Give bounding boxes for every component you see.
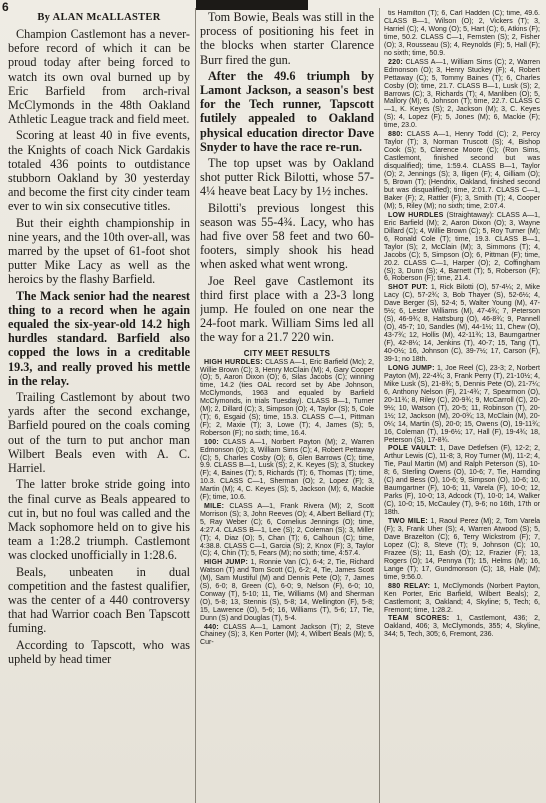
event-results: 1, Rick Bilotti (O), 57-4¼; 2, Mike Lacy (C), 57-2¾; 3, Bob Thayer (S), 52-6½; 4, Dave Berger (S), 52-4; 5, Walter Young (M), 47-5½; 6, Lester Williams (M), 47-4¾; 7, Peterson (S), 46-9¾; 8, Hattsburg (O), 46-8¾; 9, Pannell (O), 45-7; 10, Sandles (M), 44-1½; 11, Chew (O), 43-7¾; 12, Hollis (M), 42-11¾; 13, Baumgartner (F), 42-8¼; 14, Jenkins (T), 40-7; 15, Tang (T), 40-0½; 16, Johnson (C), 39-7½; 17, Carson (F), 39-1; no 18th. [384,284,540,363]
event-results: (Straightaway): CLASS A—1, Eric Barfield (M); 2, Aaron Dixon (O); 3, Wayne Dillard (C); 4, Willie Brown (C); 5, Roy Turner (M); 6, Ronald Cole (T); time, 19.3. CLASS B—1, Taylor (S); 2, McClain (M); 3, Simmons (T); 4, Jacobs (C); 5, Simpson (O); 6, Pittman (F); time, 20.2. CLASS C—1, Harper (O); 2, Coffingham (S); 3, Dunn (S); 4, Barnett (T); 5, Roberson (F); 6, Roberson (F); time, 21.4. [384,211,540,283]
results-title: CITY MEET RESULTS [243,348,331,358]
article-paragraph: After the 49.6 triumph by Lamont Jackson, a season's best for the Tech runner, Tapscott futilely appealed to Oakland physical education director Dave Snyder to have the race re-run. [200,68,374,154]
result-entry [384,10,540,58]
article-paragraph: Scoring at least 40 in five events, the Knights of coach Nick Gardakis totaled 436 points to outdistance stubborn Oakland by 30 yesterday and become the first city cinder team ever to win six consecutive titles. [8,128,190,214]
result-entry [200,439,374,502]
result-entry [200,359,374,438]
result-entry [200,559,374,622]
event-results: 1, Dave Detlefsen (F), 12-2; 2, Arthur Lewis (C), 11-8; 3, Roy Turner (M), 11-2; 4, Tie, Paul Martin (M) and Ralph Peterson (S), 10-8; 6, Sterling Owens (O), 10-6; 7, Tie, Harnding (C) and Bess (O), 10-6; 9, Simpson (O), 10-6; 10, Baumgartner (F), 10-6; 11, Varela (F), 10-0; 12, Parks (F), 10-0; 13, Adcock (T), 10-0; 14, Walker (C), 10-0; 15, McCauley (T), 9-6; no 16th, 17th or 18th. [384,445,540,517]
event-results: 1, Joe Reel (C), 23-3; 2, Norbert Payton (M), 22-4¾; 3, Frank Perry (T), 21-10½; 4, Mike Lusk (S), 21-8¾; 5, Dennis Pete (O), 21-7¼; 6, Anthony Nelson (F), 21-4¾; 7, Spearmon (O), 20-11¾; 8, Riley (C), 20-9¾; 9, McCarroll (C), 20-9½; 10, Watson (T), 20-5; 11, Robinson (T), 20-1½; 12, Jackson (M), 20-0¾; 13, McClain (M), 20-0¼; 14, Martin (S), 20-0; 15, Owens (O), 19-11¾; 16, Coleman (T), 19-6½; 17, Hall (F), 19-4¾; 18, Peterson (S), 17-8¾. [384,364,540,444]
result-entry [384,615,540,639]
result-entry [384,583,540,615]
result-entry [200,624,374,648]
column-rule [195,8,196,803]
event-results: 1, Ronnie Van (C), 6-4; 2, Tie, Richard Watson (T) and Tom Scott (C), 6-2; 4, Tie, James Scott (M), Sam Mustiful (M) and Dennis Pete (O); 7, James (S), 6-0; 8, Green (C), 6-0; 9, Nelson (F), 6-0; 10, Conway (T), 5-10; 11, Tie, Williams (M) and Sherman (O), 5-8; 13, Stennis (S), 5-8; 14, Wellington (F), 5-8; 15, Lawrence (O), 5-6; 16, Williams (T), 5-6; 17, Tie, Dunn (S) and Douglas (T), 5-4. [200,559,374,622]
event-results: 1, McClymonds (Norbert Payton, Ken Porter, Eric Barfield, Wilbert Beals); 2, Castlemont; 3, Oakland; 4, Skyline; 5, Tech; 6, Fremont; time, 1:28.2. [384,582,540,614]
article-paragraph: Trailing Castlemont by about two yards after the second exchange, Barfield poured on the coals coming out of the turn to put anchor man Wilbert Beals even with A. C. Harriel. [8,390,190,476]
results-list-2 [384,10,540,639]
results-list-1 [200,359,374,648]
event-results: CLASS A—1, Henry Todd (C); 2, Percy Taylor (T); 3, Norman Truscott (S); 4, Bishop Cook (S); 5, Clarence Moore (C); (Ron Sims, Castlemont, finished second but was disqualified); time, 1:59.4. CLASS B—1, Taylor (O); 2, Jennings (S); 3, Iligen (F); 4, Gilliam (O); 5, Brown (T); (Hendrix, Oakland, finished second but was disqualified); time, 2:01.7. CLASS C—1, Baker (F); 2, Rattler (F); 3, Smith (T); 4, Cooper (M); 5, Riley (M); no sixth; time, 2:07.4. [384,131,540,210]
result-entry [384,59,540,131]
page-corner-number: 6 [2,0,9,14]
event-results: CLASS A—1, Lamont Jackson (T); 2, Steve Chainey (S); 3, Ken Porter (M); 4, Wilbert Beals (M); 5, Cur- [200,623,374,647]
result-entry [384,365,540,445]
article-column-1 [8,10,190,803]
result-entry [384,445,540,517]
event-results: CLASS A—1, Norbert Payton (M); 2, Warren Edmonson (O); 3, William Sims (C); 4, Robert Pettaway (C); 5, Charles Cosby (O); 6, Glen Barrows (C); time, 9.9. CLASS B—1, Lusk (S); 2, K. Keyes (S); 3, Stuckey (F); 4, Baines (T); 5, Richards (T); 6, Thomas (T); time, 10.3. CLASS C—1, Sherman (O); 2, Lopez (F); 3, Martin (M); 4, C. Keyes (S); 5, Jackson (M); 6, Mackie (F); time, 10.6. [200,438,374,502]
result-entry [384,518,540,582]
event-name: MILE: [204,502,225,510]
article-body-1 [8,27,190,666]
article-paragraph: The Mack senior had the nearest thing to a record when he again equaled the six-year-old 14.2 high hurdles standard. Barfield also copped the lows in a creditable 19.3, and really proved his mettle in the relay. [8,288,190,388]
event-name: TWO MILE: [388,518,428,526]
event-results: CLASS A—1, Frank Rivera (M); 2, Scott Morrison (S); 3, John Reeves (O); 4, Albert Belliard (T); 5, Ray Weber (C); 6, Cornelius Jennings (O); time, 4:27.4. CLASS B—1, Lee (S); 2, Coleman (S); 3, Miller (T); 4, Diaz (O); 5, Chan (T); 6, Calhoun (C); time, 4:38.8. CLASS C—1, Garcia (S); 2, Knox (F); 3, Taylor (C); 4, Chin (T); 5, Fears (M); no sixth; time, 4:57.4. [200,502,374,558]
event-name: 880: [388,131,403,139]
event-name: 880 RELAY: [388,582,431,590]
event-name: POLE VAULT: [388,445,437,453]
article-paragraph: But their eighth championship in nine years, and the 10th over-all, was marred by the upset of 61-foot shot putter Mike Lacy as well as the heroics by the flashy Barfield. [8,215,190,287]
column-rule [379,8,380,803]
article-paragraph: Bilotti's previous longest this season was 55-4¾. Lacy, who has had five over 58 feet and two 60-footers, simply shook his head when asked what went wrong. [200,200,374,272]
event-name: 220: [388,58,403,66]
article-paragraph: Joe Reel gave Castlemont its third first place with a 23-3 long jump. He fouled on one near the 24-foot mark. William Sims led all the way for a 21.7 220 win. [200,273,374,345]
event-name: 100: [204,438,219,446]
article-paragraph: Champion Castlemont has a never-before record of which it can be proud today after being forced to watch its own oval burned up by Eric Barfield from arch-rival McClymonds in the 48th Oakland Athletic League track and field meet. [8,27,190,127]
article-paragraph: Beals, unbeaten in dual competition and the fastest qualifier, was the center of a 440 controversy that had Warrior coach Ben Tapscott fuming. [8,564,190,636]
event-results: 1, Castlemont, 436; 2, Oakland, 406; 3, McClymonds, 355; 4, Skyline, 344; 5, Tech, 305; 6, Fremont, 236. [384,615,540,639]
event-results: 1, Raoul Perez (M); 2, Tom Varela (F); 3, Frank Uher (S); 4, Warren Atwood (S); 5, Dave Brazelton (C); 6, Terry Wickstrom (F); 7, Lopez (C); 8, Steve (T); 9, Johnson (C); 10, Frazee (S); 11, Eash (O); 12, Frazier (F); 13, Rogers (O); 14, Pennya (T); 15, Helms (M); 16, Lange (T); 17, Gundmonson (C); 18, Hale (M); time, 9:56.0. [384,518,540,581]
article-column-2 [200,10,374,803]
event-name: TEAM SCORES: [388,615,450,623]
event-name: 440: [204,623,219,631]
article-paragraph: According to Tapscott, who was upheld by head timer [8,637,190,666]
article-paragraph: The top upset was by Oakland shot putter Rick Bilotti, whose 57-4¼ heave beat Lacy by 1½ inches. [200,156,374,199]
result-entry [384,212,540,284]
event-name: LONG JUMP: [388,364,435,372]
event-results: tis Hamilton (T); 6, Carl Hadden (C); time, 49.6. CLASS B—1, Wilson (O); 2, Vickers (T); 3, Harriel (C); 4, Wong (O); 5, Hart (C); 6, Atkins (F); time, 50.2. CLASS C—1, Fernsten (S); 2, Fisher (O); 3, Rousseau (S); 4, Reynolds (F); 5, Hall (F); no sixth; time, 50.9. [384,10,540,57]
event-name: HIGH JUMP: [204,559,249,567]
article-column-3 [384,10,540,803]
event-results: CLASS A—1, William Sims (C); 2, Warren Edmonson (O); 3, Henry Stuckey (F); 4, Robert Pettaway (C); 5, Tommy Baines (T); 6, Charles Cosby (O); time, 21.7. CLASS B—1, Lusk (S); 2, Barrows (C); 3, Richards (T); 4, Manliben (O); 5, Mallory (M); 6, Johnson (T); time, 22.7. CLASS C—1, K. Keyes (S); 2, Jackson (M); 3, C. Keyes (S); 4, Lopez (F); 5, Jones (M); 6, Mackie (F); time, 23.0. [384,58,540,130]
event-name: SHOT PUT: [388,284,428,292]
headline-fragment [196,0,308,10]
result-entry [384,284,540,364]
result-entry [200,503,374,558]
byline: By ALAN McALLASTER [37,12,161,23]
result-entry [384,131,540,211]
article-body-2 [200,10,374,345]
event-name: LOW HURDLES [388,211,444,219]
event-name: HIGH HURDLES: [204,358,263,366]
article-paragraph: Tom Bowie, Beals was still in the process of positioning his feet in the blocks when starter Clarence Burr fired the gun. [200,10,374,67]
event-results: CLASS A—1, Eric Barfield (Mc); 2, Willie Brown (C); 3, Henry McClain (M); 4, Gary Cooper (O); 5, Aaron Dixon (O); 6, Silas Jacobs (C); winning time, 14.2 (ties OAL record set by Abe Johnson, McClymonds, 1963 and equaled by Barfield McClymonds, in trials Tuesday). CLASS B—1, Turner (M); 2, Dillard (C); 3, Simpson (O); 4, Taylor (S); 5, Cole (T); 6, Esgaid (S); time, 15.3. CLASS C—1, Pittman (F); 2, Maxie (T); 3, Lowe (T); 4, James (S); 5, Roberson (F); no sixth; time, 16.4. [200,358,374,437]
article-paragraph: The latter broke stride going into the final curve as Beals appeared to cut in, but no foul was called and the Mack sophomore held on to give his team a 1:28.2 triumph. Castlemont was clocked unofficially in 1:28.6. [8,477,190,563]
